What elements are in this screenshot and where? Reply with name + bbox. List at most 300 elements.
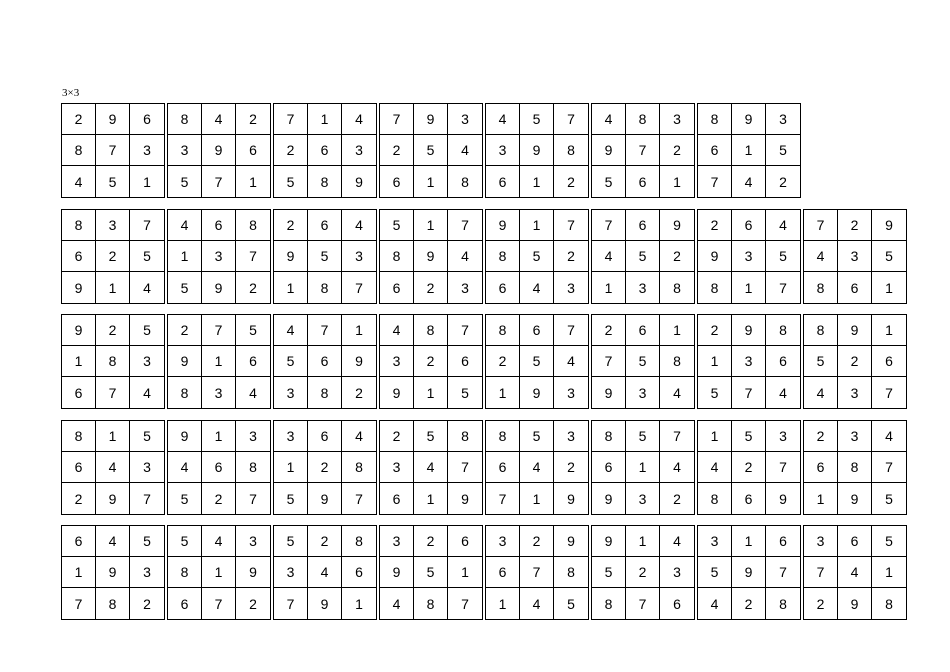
digit-cell: 9 <box>779 490 787 507</box>
digit-cell: 8 <box>308 377 342 408</box>
digit-cell: 8 <box>62 421 96 452</box>
digit-cell: 5 <box>130 526 164 557</box>
digit-cell: 8 <box>168 557 202 588</box>
digit-cell: 4 <box>673 384 681 401</box>
digit-cell: 2 <box>380 421 414 452</box>
number-block <box>591 420 695 515</box>
digit-cell: 8 <box>673 279 681 296</box>
digit-cell: 6 <box>838 526 872 557</box>
digit-cell: 8 <box>660 346 694 377</box>
digit-cell: 7 <box>554 210 588 241</box>
number-block <box>591 525 695 620</box>
digit-cell: 8 <box>414 315 448 346</box>
digit-cell: 9 <box>380 557 414 588</box>
digit-cell: 3 <box>380 346 414 377</box>
digit-cell: 4 <box>520 588 554 619</box>
digit-cell: 7 <box>698 166 732 197</box>
number-block <box>167 420 271 515</box>
digit-cell: 3 <box>732 241 766 272</box>
digit-cell: 6 <box>486 166 520 197</box>
digit-cell: 8 <box>698 104 732 135</box>
digit-cell: 8 <box>342 452 376 483</box>
digit-cell: 9 <box>592 526 626 557</box>
digit-cell: 2 <box>554 452 588 483</box>
digit-cell: 9 <box>520 377 554 408</box>
digit-cell: 4 <box>766 210 800 241</box>
digit-cell: 4 <box>448 135 482 166</box>
digit-cell: 8 <box>779 595 787 612</box>
digit-cell: 3 <box>660 557 694 588</box>
digit-cell: 9 <box>236 557 270 588</box>
digit-cell: 2 <box>355 384 363 401</box>
digit-cell: 3 <box>486 135 520 166</box>
digit-cell: 8 <box>486 241 520 272</box>
number-block <box>167 103 271 198</box>
digit-cell: 8 <box>236 210 270 241</box>
digit-cell: 4 <box>554 346 588 377</box>
digit-cell: 8 <box>96 588 130 619</box>
digit-cell: 2 <box>732 452 766 483</box>
digit-cell: 2 <box>249 279 257 296</box>
digit-cell: 6 <box>130 104 164 135</box>
digit-cell: 7 <box>592 346 626 377</box>
digit-cell: 1 <box>414 210 448 241</box>
digit-cell: 5 <box>626 241 660 272</box>
digit-cell: 8 <box>486 421 520 452</box>
digit-cell: 4 <box>342 421 376 452</box>
digit-cell: 4 <box>448 241 482 272</box>
digit-cell: 6 <box>732 483 766 514</box>
digit-cell: 3 <box>342 241 376 272</box>
digit-cell: 1 <box>885 279 893 296</box>
digit-cell: 7 <box>660 421 694 452</box>
digit-cell: 3 <box>380 452 414 483</box>
digit-cell: 7 <box>626 135 660 166</box>
number-block <box>379 103 483 198</box>
digit-cell: 8 <box>554 135 588 166</box>
digit-cell: 2 <box>274 210 308 241</box>
digit-cell: 6 <box>766 346 800 377</box>
digit-cell: 8 <box>766 315 800 346</box>
number-block <box>167 525 271 620</box>
digit-cell: 5 <box>130 421 164 452</box>
digit-cell: 6 <box>380 166 414 197</box>
digit-cell: 5 <box>274 166 308 197</box>
digit-cell: 1 <box>274 272 308 303</box>
digit-cell: 4 <box>380 315 414 346</box>
digit-cell: 3 <box>274 377 308 408</box>
digit-cell: 3 <box>838 241 872 272</box>
digit-cell: 1 <box>698 421 732 452</box>
number-block <box>379 209 483 304</box>
digit-cell: 8 <box>698 272 732 303</box>
digit-cell: 8 <box>592 421 626 452</box>
digit-cell: 5 <box>414 421 448 452</box>
digit-cell: 9 <box>96 104 130 135</box>
digit-cell: 4 <box>342 210 376 241</box>
digit-cell: 1 <box>414 377 448 408</box>
digit-cell: 3 <box>130 452 164 483</box>
digit-cell: 6 <box>448 526 482 557</box>
number-block <box>61 103 165 198</box>
digit-cell: 7 <box>448 452 482 483</box>
number-block <box>61 209 165 304</box>
digit-cell: 7 <box>380 104 414 135</box>
digit-cell: 9 <box>414 241 448 272</box>
digit-cell: 2 <box>62 104 96 135</box>
digit-cell: 7 <box>96 135 130 166</box>
digit-cell: 5 <box>804 346 838 377</box>
digit-cell: 9 <box>342 346 376 377</box>
number-block <box>273 420 377 515</box>
digit-cell: 5 <box>766 241 800 272</box>
number-block <box>803 420 907 515</box>
digit-cell: 6 <box>380 272 414 303</box>
digit-cell: 5 <box>567 595 575 612</box>
digit-cell: 4 <box>592 241 626 272</box>
number-block <box>697 314 801 409</box>
digit-cell: 4 <box>486 104 520 135</box>
digit-cell: 9 <box>96 557 130 588</box>
block-row <box>61 209 909 304</box>
digit-cell: 4 <box>804 241 838 272</box>
digit-cell: 3 <box>660 104 694 135</box>
digit-cell: 3 <box>342 135 376 166</box>
number-block <box>697 103 801 198</box>
digit-cell: 7 <box>626 588 660 619</box>
digit-cell: 8 <box>838 452 872 483</box>
digit-cell: 9 <box>62 315 96 346</box>
digit-cell: 3 <box>236 421 270 452</box>
number-block <box>803 525 907 620</box>
digit-cell: 9 <box>872 210 906 241</box>
digit-cell: 9 <box>698 241 732 272</box>
digit-cell: 5 <box>698 557 732 588</box>
digit-cell: 5 <box>168 526 202 557</box>
digit-cell: 1 <box>274 452 308 483</box>
digit-cell: 6 <box>626 210 660 241</box>
digit-cell: 6 <box>342 557 376 588</box>
digit-cell: 4 <box>308 557 342 588</box>
digit-cell: 7 <box>355 490 363 507</box>
digit-cell: 9 <box>554 526 588 557</box>
digit-cell: 2 <box>414 346 448 377</box>
digit-cell: 3 <box>804 526 838 557</box>
digit-cell: 7 <box>274 588 308 619</box>
digit-cell: 3 <box>130 557 164 588</box>
digit-cell: 4 <box>143 384 151 401</box>
digit-cell: 3 <box>626 483 660 514</box>
digit-cell: 6 <box>520 315 554 346</box>
digit-cell: 6 <box>626 315 660 346</box>
digit-cell: 7 <box>202 166 236 197</box>
digit-cell: 6 <box>766 526 800 557</box>
digit-cell: 6 <box>62 526 96 557</box>
digit-cell: 2 <box>698 315 732 346</box>
digit-cell: 2 <box>414 272 448 303</box>
digit-cell: 3 <box>838 421 872 452</box>
digit-cell: 5 <box>698 377 732 408</box>
digit-cell: 1 <box>872 557 906 588</box>
digit-cell: 9 <box>732 557 766 588</box>
digit-cell: 9 <box>168 421 202 452</box>
number-block <box>697 525 801 620</box>
number-block <box>273 314 377 409</box>
digit-cell: 4 <box>592 104 626 135</box>
digit-cell: 7 <box>885 384 893 401</box>
digit-cell: 5 <box>168 272 202 303</box>
digit-cell: 8 <box>804 315 838 346</box>
digit-cell: 1 <box>804 483 838 514</box>
digit-cell: 7 <box>249 490 257 507</box>
digit-cell: 6 <box>308 135 342 166</box>
digit-cell: 5 <box>274 483 308 514</box>
digit-cell: 4 <box>342 104 376 135</box>
digit-cell: 1 <box>96 272 130 303</box>
digit-cell: 1 <box>673 173 681 190</box>
digit-cell: 4 <box>698 588 732 619</box>
digit-cell: 8 <box>486 315 520 346</box>
digit-cell: 7 <box>355 279 363 296</box>
digit-cell: 4 <box>168 452 202 483</box>
digit-cell: 5 <box>274 346 308 377</box>
digit-cell: 6 <box>626 166 660 197</box>
digit-cell: 5 <box>130 241 164 272</box>
digit-cell: 9 <box>414 104 448 135</box>
number-block <box>167 314 271 409</box>
digit-cell: 1 <box>355 595 363 612</box>
digit-cell: 3 <box>274 421 308 452</box>
digit-cell: 5 <box>520 241 554 272</box>
digit-cell: 1 <box>202 346 236 377</box>
digit-cell: 4 <box>414 452 448 483</box>
digit-cell: 5 <box>236 315 270 346</box>
digit-cell: 8 <box>804 272 838 303</box>
digit-cell: 9 <box>202 272 236 303</box>
digit-cell: 8 <box>62 135 96 166</box>
digit-cell: 5 <box>520 104 554 135</box>
digit-cell: 3 <box>554 421 588 452</box>
digit-cell: 5 <box>592 557 626 588</box>
digit-cell: 3 <box>838 377 872 408</box>
digit-cell: 4 <box>62 166 96 197</box>
digit-cell: 2 <box>274 135 308 166</box>
digit-cell: 5 <box>732 421 766 452</box>
digit-cell: 1 <box>96 421 130 452</box>
digit-cell: 7 <box>202 588 236 619</box>
digit-cell: 1 <box>62 346 96 377</box>
digit-cell: 8 <box>342 526 376 557</box>
block-row <box>61 525 909 620</box>
number-block <box>379 525 483 620</box>
digit-cell: 2 <box>236 104 270 135</box>
digit-cell: 6 <box>308 421 342 452</box>
digit-cell: 4 <box>96 452 130 483</box>
number-block <box>61 420 165 515</box>
digit-cell: 7 <box>554 315 588 346</box>
digit-cell: 2 <box>838 346 872 377</box>
digit-cell: 9 <box>520 135 554 166</box>
block-row <box>61 420 909 515</box>
digit-cell: 8 <box>448 421 482 452</box>
number-block <box>485 209 589 304</box>
digit-cell: 9 <box>732 104 766 135</box>
digit-cell: 9 <box>592 135 626 166</box>
digit-cell: 4 <box>804 377 838 408</box>
number-block <box>379 420 483 515</box>
digit-cell: 9 <box>567 490 575 507</box>
digit-cell: 2 <box>804 588 838 619</box>
number-block <box>167 209 271 304</box>
digit-cell: 3 <box>698 526 732 557</box>
digit-cell: 7 <box>96 377 130 408</box>
number-block <box>591 103 695 198</box>
digit-cell: 5 <box>380 210 414 241</box>
digit-cell: 6 <box>168 588 202 619</box>
digit-cell: 6 <box>486 452 520 483</box>
digit-cell: 1 <box>414 166 448 197</box>
digit-cell: 8 <box>554 557 588 588</box>
digit-cell: 3 <box>168 135 202 166</box>
digit-cell: 1 <box>732 272 766 303</box>
block-row <box>61 314 909 409</box>
digit-cell: 2 <box>660 241 694 272</box>
digit-cell: 9 <box>461 490 469 507</box>
number-block <box>61 314 165 409</box>
digit-cell: 5 <box>96 166 130 197</box>
digit-cell: 2 <box>838 210 872 241</box>
digit-cell: 2 <box>380 135 414 166</box>
digit-cell: 4 <box>143 279 151 296</box>
number-block <box>697 420 801 515</box>
digit-cell: 1 <box>520 483 554 514</box>
digit-cell: 1 <box>342 315 376 346</box>
digit-cell: 7 <box>766 452 800 483</box>
digit-cell: 7 <box>130 210 164 241</box>
digit-cell: 8 <box>380 241 414 272</box>
number-block <box>273 103 377 198</box>
digit-cell: 2 <box>308 526 342 557</box>
digit-cell: 9 <box>592 483 626 514</box>
digit-cell: 9 <box>380 377 414 408</box>
number-block <box>61 525 165 620</box>
digit-cell: 7 <box>274 104 308 135</box>
digit-cell: 5 <box>872 526 906 557</box>
digit-cell: 7 <box>592 210 626 241</box>
digit-cell: 5 <box>461 384 469 401</box>
number-block <box>379 314 483 409</box>
digit-cell: 9 <box>62 272 96 303</box>
digit-cell: 6 <box>838 272 872 303</box>
number-block <box>485 314 589 409</box>
digit-cell: 5 <box>520 346 554 377</box>
digit-cell: 5 <box>274 526 308 557</box>
digit-cell: 2 <box>520 526 554 557</box>
digit-cell: 7 <box>804 557 838 588</box>
digit-cell: 8 <box>626 104 660 135</box>
digit-cell: 9 <box>274 241 308 272</box>
digit-cell: 3 <box>766 421 800 452</box>
digit-cell: 3 <box>130 346 164 377</box>
digit-cell: 7 <box>308 315 342 346</box>
digit-cell: 4 <box>660 452 694 483</box>
digit-cell: 9 <box>168 346 202 377</box>
digit-cell: 7 <box>202 315 236 346</box>
number-block <box>273 525 377 620</box>
digit-cell: 1 <box>486 377 520 408</box>
digit-cell: 7 <box>779 279 787 296</box>
digit-cell: 3 <box>626 272 660 303</box>
digit-cell: 1 <box>732 135 766 166</box>
digit-cell: 3 <box>202 377 236 408</box>
digit-cell: 1 <box>202 421 236 452</box>
digit-cell: 2 <box>732 588 766 619</box>
digit-cell: 1 <box>414 483 448 514</box>
digit-cell: 3 <box>567 384 575 401</box>
digit-cell: 6 <box>236 135 270 166</box>
digit-cell: 2 <box>626 557 660 588</box>
digit-cell: 2 <box>779 173 787 190</box>
digit-cell: 3 <box>732 346 766 377</box>
digit-cell: 4 <box>202 104 236 135</box>
digit-cell: 9 <box>838 315 872 346</box>
number-block <box>485 103 589 198</box>
digit-cell: 2 <box>96 315 130 346</box>
block-row <box>61 103 803 198</box>
digit-cell: 6 <box>486 272 520 303</box>
digit-cell: 2 <box>62 483 96 514</box>
digit-cell: 9 <box>308 483 342 514</box>
digit-cell: 6 <box>448 346 482 377</box>
digit-cell: 3 <box>461 279 469 296</box>
digit-cell: 3 <box>202 241 236 272</box>
digit-cell: 7 <box>236 241 270 272</box>
digit-cell: 9 <box>592 377 626 408</box>
number-block <box>485 525 589 620</box>
digit-cell: 2 <box>202 483 236 514</box>
digit-cell: 7 <box>461 595 469 612</box>
number-block <box>803 314 907 409</box>
digit-cell: 1 <box>872 315 906 346</box>
digit-cell: 1 <box>698 346 732 377</box>
digit-cell: 9 <box>202 135 236 166</box>
digit-cell: 8 <box>414 588 448 619</box>
digit-cell: 4 <box>872 421 906 452</box>
number-block <box>591 209 695 304</box>
digit-cell: 6 <box>202 452 236 483</box>
digit-cell: 6 <box>62 241 96 272</box>
digit-cell: 3 <box>766 104 800 135</box>
digit-cell: 2 <box>567 173 575 190</box>
digit-cell: 6 <box>486 557 520 588</box>
digit-cell: 4 <box>698 452 732 483</box>
digit-cell: 7 <box>486 483 520 514</box>
digit-cell: 7 <box>448 210 482 241</box>
digit-cell: 1 <box>626 452 660 483</box>
digit-cell: 2 <box>143 595 151 612</box>
digit-cell: 9 <box>308 588 342 619</box>
digit-cell: 1 <box>62 557 96 588</box>
digit-cell: 6 <box>308 346 342 377</box>
digit-cell: 2 <box>308 452 342 483</box>
digit-cell: 6 <box>592 452 626 483</box>
digit-cell: 7 <box>143 490 151 507</box>
digit-cell: 9 <box>486 210 520 241</box>
digit-cell: 1 <box>168 241 202 272</box>
digit-cell: 5 <box>592 166 626 197</box>
puzzle-size-label: 3×3 <box>62 87 80 99</box>
digit-cell: 7 <box>732 377 766 408</box>
